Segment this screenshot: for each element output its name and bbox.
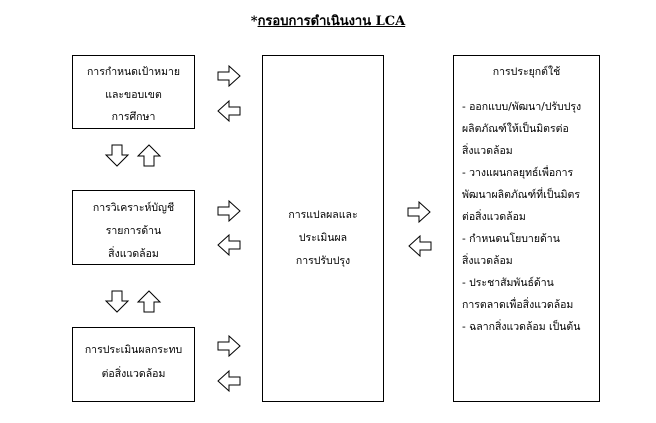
- goal-scope-line-2: และขอบเขต: [105, 89, 162, 101]
- inventory-line-2: รายการด้าน: [105, 225, 162, 237]
- applications-line: ผลิตภัณฑ์ให้เป็นมิตรต่อ: [462, 123, 569, 135]
- right-arrow-icon: [218, 201, 240, 221]
- inventory-line-1: การวิเคราะห์บัญชี: [92, 202, 175, 214]
- impact-line-1: การประเมินผลกระทบ: [84, 344, 183, 356]
- right-arrow-icon: [218, 336, 240, 356]
- interpretation-line-1: การแปลผลและ: [288, 209, 358, 221]
- impact-line-2: ต่อสิ่งแวดล้อม: [101, 368, 166, 380]
- goal-scope-line-3: การศึกษา: [111, 111, 156, 123]
- left-arrow-icon: [218, 371, 240, 391]
- interpretation-line-2: ประเมินผล: [298, 232, 348, 244]
- applications-line: ต่อสิ่งแวดล้อม: [462, 211, 526, 223]
- up-arrow-icon: [138, 291, 160, 312]
- down-arrow-icon: [106, 145, 128, 166]
- applications-line: - ออกแบบ/พัฒนา/ปรับปรุง: [462, 101, 582, 113]
- right-arrow-icon: [218, 66, 240, 86]
- applications-line: สิ่งแวดล้อม: [462, 255, 513, 267]
- applications-line: พัฒนาผลิตภัณฑ์ที่เป็นมิตร: [462, 189, 580, 201]
- goal-scope-line-1: การกำหนดเป้าหมาย: [86, 66, 181, 78]
- applications-line: สิ่งแวดล้อม: [462, 145, 513, 157]
- applications-line: การตลาดเพื่อสิ่งแวดล้อม: [462, 299, 574, 311]
- interpretation-line-3: การปรับปรุง: [295, 255, 351, 267]
- up-arrow-icon: [138, 145, 160, 166]
- inventory-line-3: สิ่งแวดล้อม: [108, 248, 159, 260]
- title-main: กรอบการดำเนินงาน LCA: [257, 14, 406, 29]
- applications-line: - ฉลากสิ่งแวดล้อม เป็นต้น: [462, 321, 581, 333]
- title-prefix: *: [250, 14, 258, 29]
- left-arrow-icon: [218, 235, 240, 255]
- applications-line: - วางแผนกลยุทธ์เพื่อการ: [462, 167, 574, 179]
- down-arrow-icon: [106, 291, 128, 312]
- applications-line: - ประชาสัมพันธ์ด้าน: [462, 277, 554, 289]
- left-arrow-icon: [218, 101, 240, 121]
- applications-line: - กำหนดนโยบายด้าน: [462, 233, 560, 245]
- right-arrow-icon: [408, 202, 430, 222]
- applications-heading: การประยุกต์ใช้: [492, 66, 561, 78]
- left-arrow-icon: [409, 236, 431, 256]
